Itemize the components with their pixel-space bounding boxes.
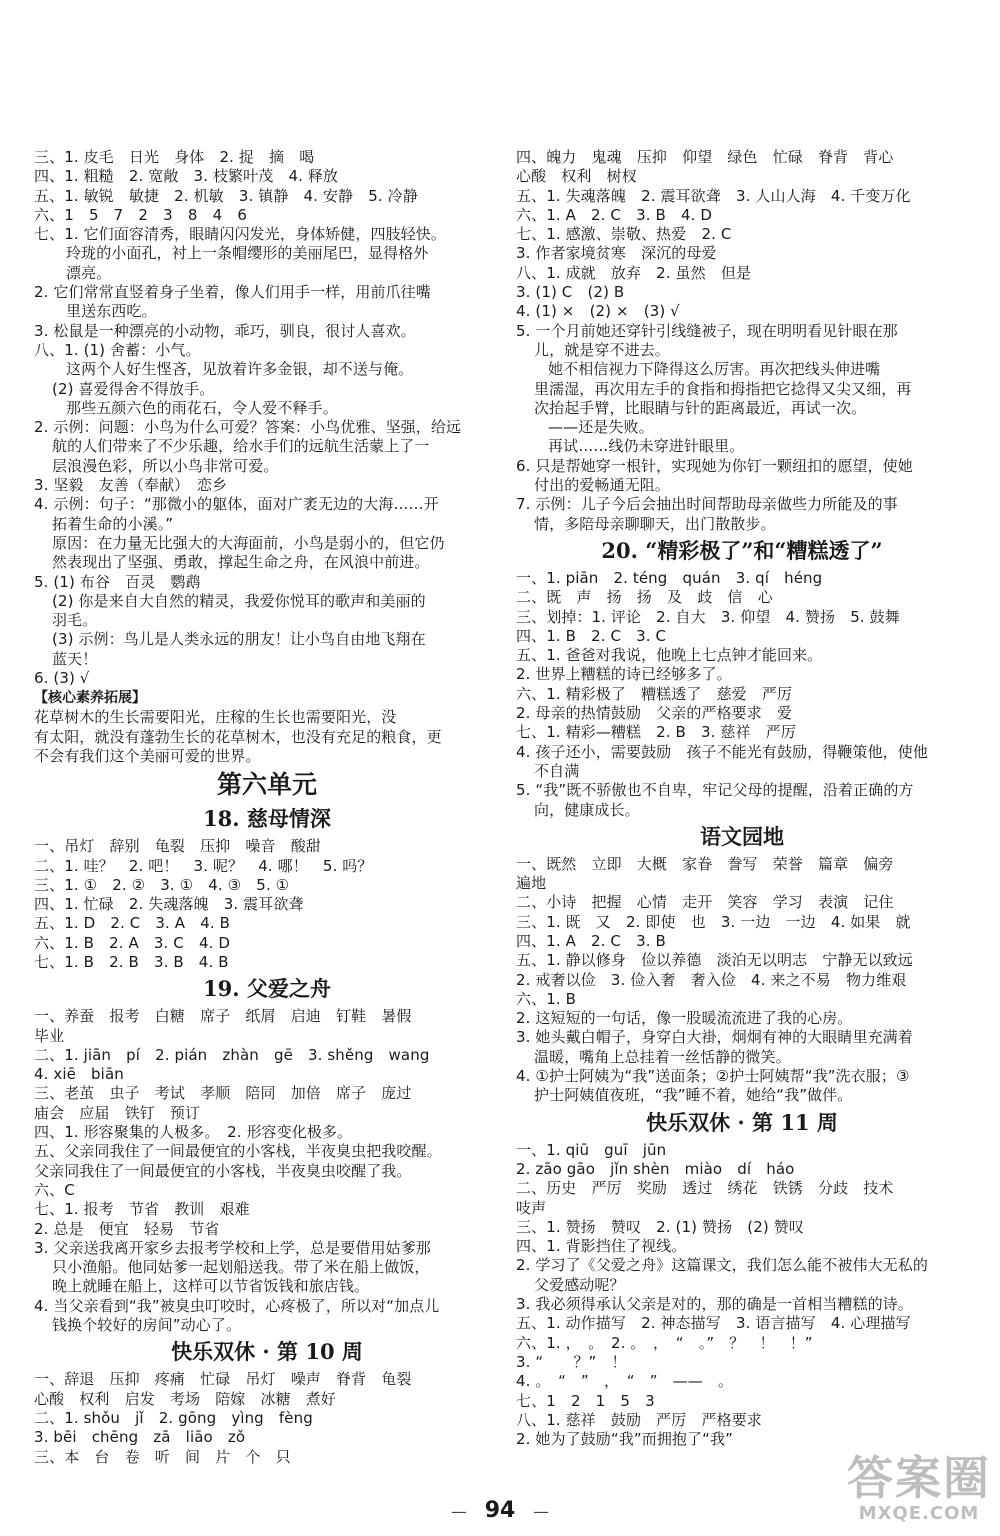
answer-line-continued: 然表现出了坚强、勇敢，撑起生命之舟，在风浪中前进。	[52, 553, 430, 572]
answer-line: 八、1. 成就 放弃 2. 虽然 但是	[516, 263, 752, 282]
answer-line-continued: 蓝天！	[52, 649, 98, 668]
answer-line: 四、1. 粗糙 2. 宽敞 3. 枝繁叶茂 4. 释放	[34, 167, 339, 186]
answer-line: 五、1. 动作描写 2. 神态描写 3. 语言描写 4. 心理描写	[516, 1314, 911, 1333]
answer-line: 3. 父亲送我离开家乡去报考学校和上学，总是要借用姑爹那	[34, 1238, 431, 1257]
answer-line: 4. ①护士阿姨为“我”送面条；②护士阿姨帮“我”洗衣服；③	[516, 1067, 910, 1086]
answer-line-continued: 里濡湿，再次用左手的食指和拇指把它捻得又尖又细，再	[534, 379, 912, 398]
answer-line: 二、1. shǒu jǐ 2. gōng yìng fèng	[34, 1408, 313, 1427]
answer-line: 4. 当父亲看到“我”被臭虫叮咬时，心疼极了，所以对“加点儿	[34, 1296, 440, 1315]
section-label: 【核心素养拓展】	[34, 690, 146, 707]
answer-line: 四、1. A 2. C 3. B	[516, 931, 666, 950]
answer-line: 2. 戒奢以俭 3. 俭入奢 奢入俭 4. 来之不易 物力维艰	[516, 970, 907, 989]
answer-line: 一、养蚕 报考 白糖 席子 纸屑 启迪 钉鞋 暑假	[34, 1007, 412, 1026]
answer-line-continued: 儿，就是穿不进去。	[534, 340, 670, 359]
answer-line: 八、1. 慈祥 鼓励 严厉 严格要求	[516, 1410, 762, 1429]
answer-line: 六、1. 精彩极了 糟糕透了 慈爱 严厉	[516, 684, 793, 703]
answer-line-continued: 那些五颜六色的雨花石，令人爱不释手。	[66, 398, 338, 417]
lesson-heading: 快乐双休 · 第 10 周	[171, 1339, 363, 1365]
answer-line: 五、父亲同我住了一间最便宜的小客栈，半夜臭虫把我咬醒。	[34, 1142, 442, 1161]
lesson-heading: 19. 父爱之舟	[203, 976, 331, 1002]
answer-line: 遍地	[516, 874, 547, 893]
answer-line: 吱声	[516, 1198, 547, 1217]
answer-line: 3. 松鼠是一种漂亮的小动物，乖巧，驯良，很讨人喜欢。	[34, 321, 416, 340]
answer-line: 一、辞退 压抑 疼痛 忙碌 吊灯 噪声 脊背 龟裂	[34, 1370, 412, 1389]
answer-line-continued: 玲珑的小面孔，衬上一条帽缨形的美丽尾巴，显得格外	[66, 244, 429, 263]
answer-line: 庙会 应届 铁钉 预订	[34, 1103, 201, 1122]
watermark-logo	[844, 1452, 994, 1532]
answer-line-continued: (2) 喜爱得舍不得放手。	[52, 379, 215, 398]
answer-line: 有太阳，就没有蓬勃生长的花草树木，也没有充足的粮食，更	[34, 727, 442, 746]
answer-line: 3. 她头戴白帽子，身穿白大褂，炯炯有神的大眼睛里充满着	[516, 1028, 913, 1047]
answer-line: 五、1. 敏锐 敏捷 2. 机敏 3. 镇静 4. 安静 5. 冷静	[34, 186, 418, 205]
answer-line: 2. 学习了《父爱之舟》这篇课文，我们怎么能不被伟大无私的	[516, 1256, 928, 1275]
answer-line: 六、C	[34, 1180, 75, 1199]
answer-line: 3. “ ？” ！	[516, 1352, 627, 1371]
answer-line: 4. 示例：句子：“那微小的躯体，面对广袤无边的大海……开	[34, 495, 439, 514]
lesson-heading: 20. “精彩极了”和“糟糕透了”	[601, 537, 883, 563]
answer-line: 不会有我们这个美丽可爱的世界。	[34, 746, 261, 765]
watermark-main-text: 答案圈	[847, 1451, 991, 1505]
answer-line: 2. 它们常常直竖着身子坐着，像人们用手一样，用前爪往嘴	[34, 283, 431, 302]
answer-line: 六、1. B 2. A 3. C 4. D	[34, 933, 230, 952]
answer-line: 二、1. 哇？ 2. 吧！ 3. 呢？ 4. 哪！ 5. 吗？	[34, 856, 373, 875]
answer-line: 2. 世界上糟糕的诗已经够多了。	[516, 665, 732, 684]
answer-line: 3. 作者家境贫寒 深沉的母爱	[516, 244, 717, 263]
answer-line: 五、1. D 2. C 3. A 4. B	[34, 914, 230, 933]
answer-line: 六、1 5 7 2 3 8 4 6	[34, 205, 248, 224]
answer-line: 一、吊灯 辞别 龟裂 压抑 噪音 酸甜	[34, 837, 321, 856]
answer-line: 4. xiē biān	[34, 1065, 124, 1084]
answer-line: 2. zāo gāo jǐn shèn miào dí háo	[516, 1159, 795, 1178]
answer-line: 三、划掉：1. 评论 2. 自大 3. 仰望 4. 赞扬 5. 鼓舞	[516, 607, 900, 626]
answer-line: 7. 示例：儿子今后会抽出时间帮助母亲做些力所能及的事	[516, 495, 898, 514]
answer-line: 七、1. 报考 节省 教训 艰难	[34, 1200, 250, 1219]
answer-line-continued: 温暖，嘴角上总挂着一丝恬静的微笑。	[534, 1047, 791, 1066]
answer-line: 4. 。 “ ” ， “ ” —— 。	[516, 1372, 734, 1391]
lesson-heading: 18. 慈母情深	[203, 806, 331, 832]
answer-line: 二、小诗 把握 心情 走开 笑容 学习 表演 记住	[516, 893, 894, 912]
answer-line: 五、1. 爸爸对我说，他晚上七点钟才能回来。	[516, 646, 823, 665]
answer-line: 四、1. 忙碌 2. 失魂落魄 3. 震耳欲聋	[34, 895, 304, 914]
answer-line: 三、1. ① 2. ② 3. ① 4. ③ 5. ①	[34, 875, 290, 894]
answer-line: 二、历史 严厉 奖励 透过 绣花 铁锈 分歧 技术	[516, 1179, 894, 1198]
answer-line: 2. 母亲的热情鼓励 父亲的严格要求 爱	[516, 704, 793, 723]
answer-line-continued: (2) 你是来自大自然的精灵，我爱你悦耳的歌声和美丽的	[52, 591, 426, 610]
answer-line: 5. “我”既不骄傲也不自卑，牢记父母的提醒，沿着正确的方	[516, 781, 914, 800]
answer-line: 三、1. 既 又 2. 即使 也 3. 一边 一边 4. 如果 就	[516, 912, 911, 931]
answer-line: 六、1. ， 。 2. 。 ， “ 。” ？ ！ ！”	[516, 1333, 813, 1352]
answer-line: 四、1. 形容聚集的人极多。 2. 形容变化极多。	[34, 1123, 353, 1142]
footer-dash-right: —	[532, 1502, 549, 1521]
answer-line-continued: 再试……线仍未穿进针眼里。	[548, 437, 745, 456]
answer-line: 四、魄力 鬼魂 压抑 仰望 绿色 忙碌 脊背 背心	[516, 148, 894, 166]
page-number: 94	[484, 1498, 516, 1523]
answer-line: 六、1. B	[516, 989, 576, 1008]
unit-heading: 第六单元	[216, 770, 317, 800]
answer-line: 七、1. 它们面容清秀，眼睛闪闪发光，身体矫健，四肢轻快。	[34, 225, 446, 244]
answer-line-continued: 航的人们带来了不少乐趣，给水手们的远航生活蒙上了一	[52, 437, 430, 456]
footer-dash-left: —	[451, 1502, 468, 1521]
answer-line: 四、1. B 2. C 3. C	[516, 626, 667, 645]
answer-line-continued: 护士阿姨值夜班，“我”睡不着，她给“我”做伴。	[534, 1086, 853, 1105]
answer-line-continued: 情，多陪母亲聊聊天，出门散散步。	[534, 514, 776, 533]
answer-line: 三、老茧 虫子 考试 孝顺 陪同 加倍 席子 庞过	[34, 1084, 412, 1103]
answer-line: 一、1. piān 2. téng quán 3. qí héng	[516, 568, 823, 587]
answer-line: 2. 示例：问题：小鸟为什么可爱？答案：小鸟优雅、坚强，给远	[34, 418, 462, 437]
answer-line: 3. bēi chēng zā liāo zǒ	[34, 1428, 246, 1447]
answer-line: 5. (1) 布谷 百灵 鹦鹉	[34, 572, 201, 591]
answer-line: 七、1 2 1 5 3	[516, 1391, 655, 1410]
answer-line: 三、本 台 卷 听 间 片 个 只	[34, 1447, 291, 1466]
answer-line-continued: 不自满	[534, 761, 580, 780]
answer-line-continued: 只小渔船。他同姑爹一起划船送我。带了米在船上做饭，	[52, 1258, 430, 1277]
answer-line: 3. 我必须得承认父亲是对的，那的确是一首相当糟糕的诗。	[516, 1295, 913, 1314]
answer-line-continued: 次抬起手臂，比眼睛与针的距离最近，再试一次。	[534, 398, 867, 417]
answer-line: 5. 一个月前她还穿针引线缝被子，现在明明看见针眼在那	[516, 321, 898, 340]
answer-line: 二、既 声 扬 扬 及 歧 信 心	[516, 588, 773, 607]
answer-line: 二、1. jiān pí 2. pián zhàn gē 3. shěng wang	[34, 1045, 430, 1064]
answer-line-continued: 拓着生命的小溪。”	[52, 514, 174, 533]
answer-line: 五、1. 失魂落魄 2. 震耳欲聋 3. 人山人海 4. 千变万化	[516, 186, 911, 205]
answer-line: 心酸 权利 启发 考场 陪嫁 冰糖 煮好	[34, 1389, 337, 1408]
answer-line: 七、1. 感激、崇敬、热爱 2. C	[516, 225, 732, 244]
answer-line-continued: 钱换个较好的房间”动心了。	[52, 1316, 242, 1335]
answer-line: 八、1. (1) 舍蓄：小气。	[34, 340, 201, 359]
answer-line: 父亲同我住了一间最便宜的小客栈，半夜臭虫咬醒了我。	[34, 1161, 412, 1180]
answer-line: 心酸 权利 树杈	[516, 167, 637, 186]
answer-line-continued: 层浪漫色彩，所以小鸟非常可爱。	[52, 456, 279, 475]
answer-line-continued: (3) 示例：鸟儿是人类永远的朋友！让小鸟自由地飞翔在	[52, 630, 426, 649]
answer-line: 2. 这短短的一句话，像一股暖流流进了我的心房。	[516, 1009, 853, 1028]
answer-line-continued: 父爱感动呢？	[534, 1275, 625, 1294]
watermark-sub-text: MXQE.COM	[858, 1503, 980, 1524]
answer-line: 6. 只是帮她穿一根针，实现她为你钉一颗纽扣的愿望，使她	[516, 456, 913, 475]
right-column	[516, 148, 968, 1449]
answer-line: 4. (1) × (2) × (3) √	[516, 302, 680, 321]
answer-line: 2. 总是 便宜 轻易 节省	[34, 1219, 220, 1238]
answer-line: 3. 坚毅 友善（奉献） 恋乡	[34, 476, 228, 495]
answer-line-continued: 她不相信视力下降得这么厉害。再次把线头伸进嘴	[548, 360, 881, 379]
answer-line-continued: 羽毛。	[52, 611, 98, 630]
answer-line-continued: 里送东西吃。	[66, 302, 157, 321]
answer-line: 4. 孩子还小，需要鼓励 孩子不能光有鼓励，得鞭策他，使他	[516, 742, 928, 761]
answer-line: 四、1. 背影挡住了视线。	[516, 1237, 687, 1256]
answer-line: 一、既然 立即 大概 家眷 誊写 荣誉 篇章 偏旁	[516, 854, 894, 873]
answer-line: 六、1. A 2. C 3. B 4. D	[516, 205, 712, 224]
answer-line: 花草树木的生长需要阳光，庄稼的生长也需要阳光，没	[34, 708, 397, 727]
answer-line: 6. (3) √	[34, 669, 90, 688]
answer-line: 七、1. B 2. B 3. B 4. B	[34, 952, 229, 971]
left-column	[34, 148, 500, 1467]
lesson-heading: 语文园地	[700, 823, 784, 849]
answer-line: 2. 她为了鼓励“我”而拥抱了“我”	[516, 1430, 733, 1449]
answer-line-continued: 漂亮。	[66, 263, 112, 282]
answer-line-continued: 晚上就睡在船上，这样可以节省饭钱和旅店钱。	[52, 1277, 370, 1296]
answer-line-continued: 付出的爱畅通无阻。	[534, 476, 670, 495]
answer-line: 三、1. 皮毛 日光 身体 2. 捉 摘 喝	[34, 148, 315, 166]
answer-line-continued: 原因：在力量无比强大的大海面前，小鸟是弱小的，但它仍	[52, 533, 445, 552]
answer-line: 一、1. qiū guī jūn	[516, 1140, 667, 1159]
answer-line-continued: 向，健康成长。	[534, 800, 640, 819]
answer-line-continued: 这两个人好生悭吝，见放着许多金银，却不送与俺。	[66, 360, 414, 379]
lesson-heading: 快乐双休 · 第 11 周	[646, 1109, 838, 1135]
answer-line: 三、1. 赞扬 赞叹 2. (1) 赞扬 (2) 赞叹	[516, 1217, 804, 1236]
answer-line-continued: ——还是失败。	[548, 418, 654, 437]
answer-line: 五、1. 静以修身 俭以养德 淡泊无以明志 宁静无以致远	[516, 951, 913, 970]
answer-line: 七、1. 精彩—糟糕 2. B 3. 慈祥 严厉	[516, 723, 796, 742]
answer-line: 3. (1) C (2) B	[516, 283, 625, 302]
answer-line: 毕业	[34, 1026, 65, 1045]
